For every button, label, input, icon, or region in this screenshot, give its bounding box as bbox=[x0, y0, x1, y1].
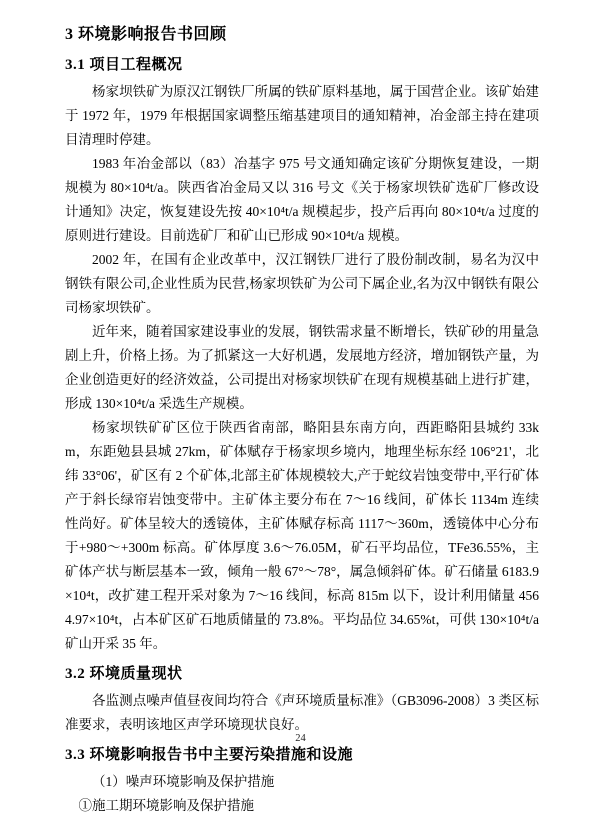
page-number: 24 bbox=[295, 733, 306, 744]
list-item-noise-measures: （1）噪声环境影响及保护措施 bbox=[92, 774, 275, 789]
paragraph-mine-geology: 杨家坝铁矿矿区位于陕西省南部，略阳县东南方向，西距略阳县城约 33km，东距勉县县城 27km，矿体赋存于杨家坝乡境内，地理坐标东经 106°21'，北纬 33°06'，矿区有 2 个矿体,北部主矿体规模较大,产于蛇纹岩蚀变带中,平行矿体产于斜长绿帘岩蚀变带中。主矿体主要分布在 7～16 线间，矿体长 1134m 连续性尚好。矿体呈较大的透镜体，主矿体赋存标高 1117～360m，透镜体中心分布于+980～+300m 标高。矿体厚度 3.6～76.05M，矿石平均品位，TFe36.55%，主矿体产状与断层基本一致，倾角一般 67°～78°，属急倾斜矿体。矿石储量 6183.9×10⁴t，改扩建工程开采对象为 7～16 线间，标高 815m 以下，设计利用储量 4564.97×10⁴t，占本矿区矿石地质储量的 73.8%。平均品位 34.65%t，可供 130×10⁴t/a 矿山开采 35 年。 bbox=[65, 420, 539, 651]
paragraph-company-reform: 2002 年，在国有企业改革中，汉江钢铁厂进行了股份制改制，易名为汉中钢铁有限公司,企业性质为民营,杨家坝铁矿为公司下属企业,名为汉中钢铁有限公司杨家坝铁矿。 bbox=[65, 252, 539, 315]
section-heading-3-2: 3.2 环境质量现状 bbox=[65, 666, 183, 682]
page-content bbox=[65, 20, 539, 818]
paragraph-project-history-1: 杨家坝铁矿为原汉江钢铁厂所属的铁矿原料基地，属于国营企业。该矿始建于 1972 年，1979 年根据国家调整压缩基建项目的通知精神，冶金部主持在建项目清理时停建。 bbox=[65, 84, 539, 147]
list-item-construction-measures: ①施工期环境影响及保护措施 bbox=[78, 798, 254, 813]
section-heading-3-3: 3.3 环境影响报告书中主要污染措施和设施 bbox=[65, 747, 354, 763]
paragraph-expansion-plan: 近年来，随着国家建设事业的发展，钢铁需求量不断增长，铁矿砂的用量急剧上升，价格上扬。为了抓紧这一大好机遇，发展地方经济，增加钢铁产量，为企业创造更好的经济效益，公司提出对杨家坝铁矿在现有规模基础上进行扩建，形成 130×10⁴t/a 采选生产规模。 bbox=[65, 324, 539, 411]
chapter-heading: 3 环境影响报告书回顾 bbox=[65, 26, 227, 43]
paragraph-noise-status: 各监测点噪声值昼夜间均符合《声环境质量标准》（GB3096-2008）3 类区标准要求，表明该地区声学环境现状良好。 bbox=[65, 693, 539, 732]
section-heading-3-1: 3.1 项目工程概况 bbox=[65, 57, 183, 73]
paragraph-project-history-2: 1983 年冶金部以（83）冶基字 975 号文通知确定该矿分期恢复建设，一期规模为 80×10⁴t/a。陕西省冶金局又以 316 号文《关于杨家坝铁矿选矿厂修改设计通知》决定，恢复建设先按 40×10⁴t/a 规模起步，投产后再向 80×10⁴t/a 过度的原则进行建设。目前选矿厂和矿山已形成 90×10⁴t/a 规模。 bbox=[65, 156, 539, 243]
